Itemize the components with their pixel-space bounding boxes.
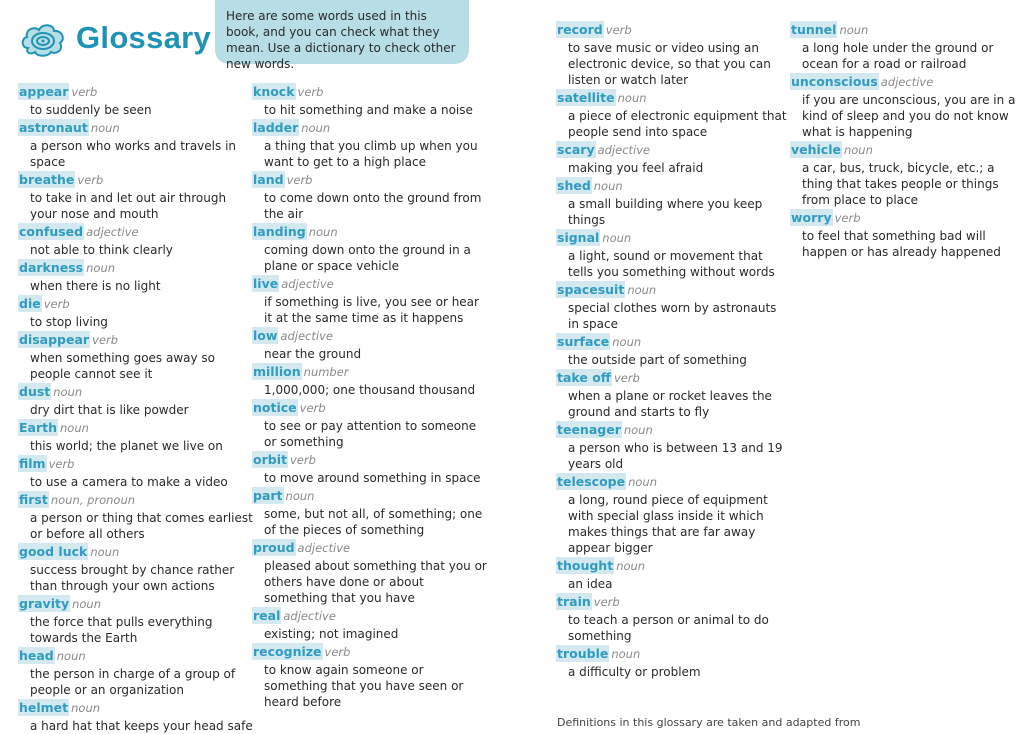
glossary-entry <box>556 420 791 472</box>
entry-headline <box>18 82 253 102</box>
part-of-speech: verb <box>71 85 98 99</box>
headword: teenager <box>557 422 621 437</box>
glossary-entry <box>790 20 1020 72</box>
glossary-entry <box>252 538 487 606</box>
glossary-entry <box>556 472 791 556</box>
definition: when there is no light <box>30 279 161 293</box>
definition: the person in charge of a group of people or an organization <box>30 667 236 697</box>
glossary-entry <box>18 258 253 294</box>
part-of-speech: verb <box>48 457 75 471</box>
part-of-speech: adjective <box>283 609 336 623</box>
headword: telescope <box>557 474 626 489</box>
definition: a long hole under the ground or ocean for a road or railroad <box>802 41 994 71</box>
headword: gravity <box>19 596 70 611</box>
headword: shed <box>557 178 591 193</box>
headword: head <box>19 648 54 663</box>
glossary-entry <box>252 82 487 118</box>
glossary-entry <box>18 294 253 330</box>
definition: a difficulty or problem <box>568 665 701 679</box>
headword: disappear <box>19 332 90 347</box>
glossary-entry <box>252 450 487 486</box>
headword: knock <box>253 84 295 99</box>
entry-headline <box>790 208 1020 228</box>
headword: notice <box>253 400 297 415</box>
headword: landing <box>253 224 306 239</box>
entry-headline <box>252 82 487 102</box>
glossary-entry <box>556 644 791 680</box>
part-of-speech: adjective <box>86 225 139 239</box>
glossary-entry <box>18 330 253 382</box>
definition: the outside part of something <box>568 353 747 367</box>
glossary-entry <box>18 222 253 258</box>
definition: existing; not imagined <box>264 627 399 641</box>
headword: train <box>557 594 591 609</box>
entry-headline <box>18 170 253 190</box>
definition: a person who works and travels in space <box>30 139 237 169</box>
glossary-entry <box>252 362 487 398</box>
part-of-speech: noun <box>616 559 646 573</box>
part-of-speech: noun <box>56 649 86 663</box>
part-of-speech: verb <box>613 371 640 385</box>
headword: land <box>253 172 284 187</box>
definition: 1,000,000; one thousand thousand <box>264 383 476 397</box>
entry-headline <box>252 274 487 294</box>
page-title: Glossary <box>76 20 212 55</box>
glossary-column-1 <box>18 82 253 734</box>
definition: a person who is between 13 and 19 years old <box>568 441 783 471</box>
definition: to stop living <box>30 315 108 329</box>
headword: real <box>253 608 281 623</box>
glossary-entry <box>790 140 1020 208</box>
intro-box: Here are some words used in this book, and you can check what they mean. Use a dictionary to check other new words. <box>215 0 469 64</box>
headword: good luck <box>19 544 88 559</box>
entry-headline <box>556 88 791 108</box>
definition: dry dirt that is like powder <box>30 403 189 417</box>
headword: low <box>253 328 278 343</box>
headword: appear <box>19 84 69 99</box>
entry-headline <box>252 486 487 506</box>
part-of-speech: noun <box>602 231 632 245</box>
entry-headline <box>18 454 253 474</box>
entry-headline <box>556 140 791 160</box>
glossary-column-4 <box>790 20 1020 260</box>
entry-headline <box>252 170 487 190</box>
part-of-speech: noun <box>86 261 116 275</box>
part-of-speech: noun <box>60 421 89 435</box>
headword: proud <box>253 540 295 555</box>
glossary-entry <box>790 208 1020 260</box>
entry-headline <box>790 140 1020 160</box>
entry-headline <box>252 118 487 138</box>
glossary-entry <box>252 326 487 362</box>
part-of-speech: verb <box>286 173 313 187</box>
part-of-speech: noun <box>612 335 642 349</box>
part-of-speech: verb <box>299 401 326 415</box>
glossary-entry <box>252 606 487 642</box>
glossary-column-2 <box>252 82 487 710</box>
entry-headline <box>790 20 1020 40</box>
definition: to use a camera to make a video <box>30 475 228 489</box>
entry-headline <box>18 258 253 278</box>
glossary-column-3 <box>556 20 791 680</box>
entry-headline <box>18 594 253 614</box>
part-of-speech: adjective <box>880 75 934 89</box>
entry-headline <box>556 280 791 300</box>
definition: some, but not all, of something; one of the pieces of something <box>264 507 483 537</box>
part-of-speech: noun <box>593 179 623 193</box>
headword: tunnel <box>791 22 837 37</box>
headword: first <box>19 492 48 507</box>
definition: a person or thing that comes earliest or before all others <box>30 511 253 541</box>
entry-headline <box>556 368 791 388</box>
entry-headline <box>18 646 253 666</box>
part-of-speech: verb <box>324 645 351 659</box>
entry-headline <box>18 542 253 562</box>
part-of-speech: adjective <box>597 143 651 157</box>
definition: special clothes worn by astronauts in space <box>568 301 777 331</box>
part-of-speech: noun <box>628 475 657 489</box>
definition: to teach a person or animal to do something <box>568 613 769 643</box>
headword: recognize <box>253 644 322 659</box>
entry-headline <box>556 472 791 492</box>
definition: a thing that you climb up when you want to get to a high place <box>264 139 478 169</box>
headword: spacesuit <box>557 282 625 297</box>
definition: near the ground <box>264 347 362 361</box>
entry-headline <box>556 176 791 196</box>
glossary-entry <box>18 594 253 646</box>
part-of-speech: noun <box>627 283 657 297</box>
entry-headline <box>252 642 487 662</box>
definition: pleased about something that you or others have done or about something that you have <box>264 559 487 605</box>
glossary-entry <box>556 280 791 332</box>
part-of-speech: noun <box>72 597 102 611</box>
headword: record <box>557 22 603 37</box>
part-of-speech: verb <box>92 333 119 347</box>
definition: an idea <box>568 577 613 591</box>
definition: a piece of electronic equipment that people send into space <box>568 109 787 139</box>
entry-headline <box>556 332 791 352</box>
glossary-entry <box>18 118 253 170</box>
definition: a small building where you keep things <box>568 197 763 227</box>
part-of-speech: verb <box>593 595 620 609</box>
entry-headline <box>252 606 487 626</box>
definition: to see or pay attention to someone or something <box>264 419 477 449</box>
headword: worry <box>791 210 832 225</box>
definition: when a plane or rocket leaves the ground and starts to fly <box>568 389 772 419</box>
glossary-entry <box>556 88 791 140</box>
part-of-speech: verb <box>77 173 104 187</box>
definition: this world; the planet we live on <box>30 439 223 453</box>
glossary-entry <box>252 274 487 326</box>
headword: scary <box>557 142 595 157</box>
headword: satellite <box>557 90 615 105</box>
part-of-speech: verb <box>43 297 70 311</box>
glossary-entry <box>556 556 791 592</box>
entry-headline <box>18 418 253 438</box>
part-of-speech: verb <box>289 453 316 467</box>
part-of-speech: noun <box>617 91 647 105</box>
part-of-speech: adjective <box>297 541 351 555</box>
definition: a hard hat that keeps your head safe <box>30 719 253 733</box>
glossary-entry <box>18 698 253 734</box>
part-of-speech: noun <box>623 423 653 437</box>
headword: confused <box>19 224 84 239</box>
glossary-entry <box>252 398 487 450</box>
part-of-speech: noun <box>301 121 331 135</box>
entry-headline <box>252 362 487 382</box>
headword: Earth <box>19 420 58 435</box>
headword: orbit <box>253 452 287 467</box>
headword: vehicle <box>791 142 841 157</box>
headword: darkness <box>19 260 84 275</box>
part-of-speech: adjective <box>280 329 333 343</box>
part-of-speech: noun <box>90 121 120 135</box>
entry-headline <box>252 538 487 558</box>
definition: if something is live, you see or hear it at the same time as it happens <box>264 295 479 325</box>
part-of-speech: noun <box>53 385 83 399</box>
entry-headline <box>252 326 487 346</box>
entry-headline <box>556 420 791 440</box>
swirl-cloud-icon <box>20 22 66 58</box>
entry-headline <box>18 490 253 510</box>
part-of-speech: verb <box>834 211 861 225</box>
part-of-speech: noun <box>71 701 101 715</box>
entry-headline <box>18 382 253 402</box>
headword: surface <box>557 334 610 349</box>
headword: helmet <box>19 700 69 715</box>
part-of-speech: noun <box>843 143 873 157</box>
headword: thought <box>557 558 614 573</box>
entry-headline <box>18 698 253 718</box>
entry-headline <box>18 118 253 138</box>
entry-headline <box>252 398 487 418</box>
entry-headline <box>252 450 487 470</box>
definition: a light, sound or movement that tells you something without words <box>568 249 775 279</box>
definition: the force that pulls everything towards the Earth <box>30 615 213 645</box>
part-of-speech: verb <box>605 23 632 37</box>
glossary-entry <box>18 542 253 594</box>
headword: breathe <box>19 172 75 187</box>
entry-headline <box>556 556 791 576</box>
footer-note: Definitions in this glossary are taken and adapted from <box>557 716 861 729</box>
entry-headline <box>556 592 791 612</box>
glossary-entry <box>556 176 791 228</box>
part-of-speech: noun <box>285 489 315 503</box>
part-of-speech: noun <box>90 545 120 559</box>
definition: not able to think clearly <box>30 243 173 257</box>
glossary-entry <box>18 382 253 418</box>
part-of-speech: noun <box>839 23 869 37</box>
part-of-speech: number <box>303 365 349 379</box>
glossary-entry <box>18 82 253 118</box>
entry-headline <box>18 222 253 242</box>
definition: if you are unconscious, you are in a kind of sleep and you do not know what is happening <box>802 93 1016 139</box>
entry-headline <box>18 294 253 314</box>
glossary-entry <box>252 118 487 170</box>
glossary-entry <box>18 646 253 698</box>
part-of-speech: verb <box>297 85 324 99</box>
glossary-entry <box>18 170 253 222</box>
headword: trouble <box>557 646 609 661</box>
headword: live <box>253 276 279 291</box>
glossary-entry <box>790 72 1020 140</box>
headword: part <box>253 488 283 503</box>
glossary-entry <box>252 170 487 222</box>
headword: film <box>19 456 46 471</box>
definition: success brought by chance rather than through your own actions <box>30 563 235 593</box>
glossary-entry <box>18 454 253 490</box>
definition: to know again someone or something that you have seen or heard before <box>264 663 464 709</box>
headword: die <box>19 296 41 311</box>
part-of-speech: noun, pronoun <box>50 493 136 507</box>
glossary-entry <box>556 228 791 280</box>
glossary-entry <box>556 332 791 368</box>
glossary-entry <box>252 642 487 710</box>
definition: coming down onto the ground in a plane or space vehicle <box>264 243 471 273</box>
entry-headline <box>18 330 253 350</box>
headword: dust <box>19 384 51 399</box>
definition: to move around something in space <box>264 471 481 485</box>
entry-headline <box>252 222 487 242</box>
glossary-entry <box>252 486 487 538</box>
definition: when something goes away so people cannot see it <box>30 351 216 381</box>
entry-headline <box>556 228 791 248</box>
glossary-entry <box>18 490 253 542</box>
glossary-entry <box>556 592 791 644</box>
definition: a car, bus, truck, bicycle, etc.; a thing that takes people or things from place to place <box>802 161 999 207</box>
glossary-entry <box>556 20 791 88</box>
headword: unconscious <box>791 74 878 89</box>
headword: astronaut <box>19 120 88 135</box>
definition: to save music or video using an electronic device, so that you can listen or watch later <box>568 41 771 87</box>
definition: to take in and let out air through your nose and mouth <box>30 191 227 221</box>
entry-headline <box>556 20 791 40</box>
part-of-speech: adjective <box>281 277 334 291</box>
part-of-speech: noun <box>308 225 338 239</box>
definition: to feel that something bad will happen or has already happened <box>802 229 1001 259</box>
entry-headline <box>790 72 1020 92</box>
part-of-speech: noun <box>611 647 641 661</box>
glossary-entry <box>556 140 791 176</box>
definition: to suddenly be seen <box>30 103 152 117</box>
glossary-entry <box>18 418 253 454</box>
glossary-entry <box>252 222 487 274</box>
entry-headline <box>556 644 791 664</box>
definition: making you feel afraid <box>568 161 704 175</box>
definition: a long, round piece of equipment with special glass inside it which makes things that are far away appear bigger <box>568 493 768 555</box>
headword: million <box>253 364 301 379</box>
definition: to hit something and make a noise <box>264 103 473 117</box>
headword: ladder <box>253 120 299 135</box>
headword: take off <box>557 370 611 385</box>
definition: to come down onto the ground from the air <box>264 191 482 221</box>
headword: signal <box>557 230 600 245</box>
glossary-entry <box>556 368 791 420</box>
